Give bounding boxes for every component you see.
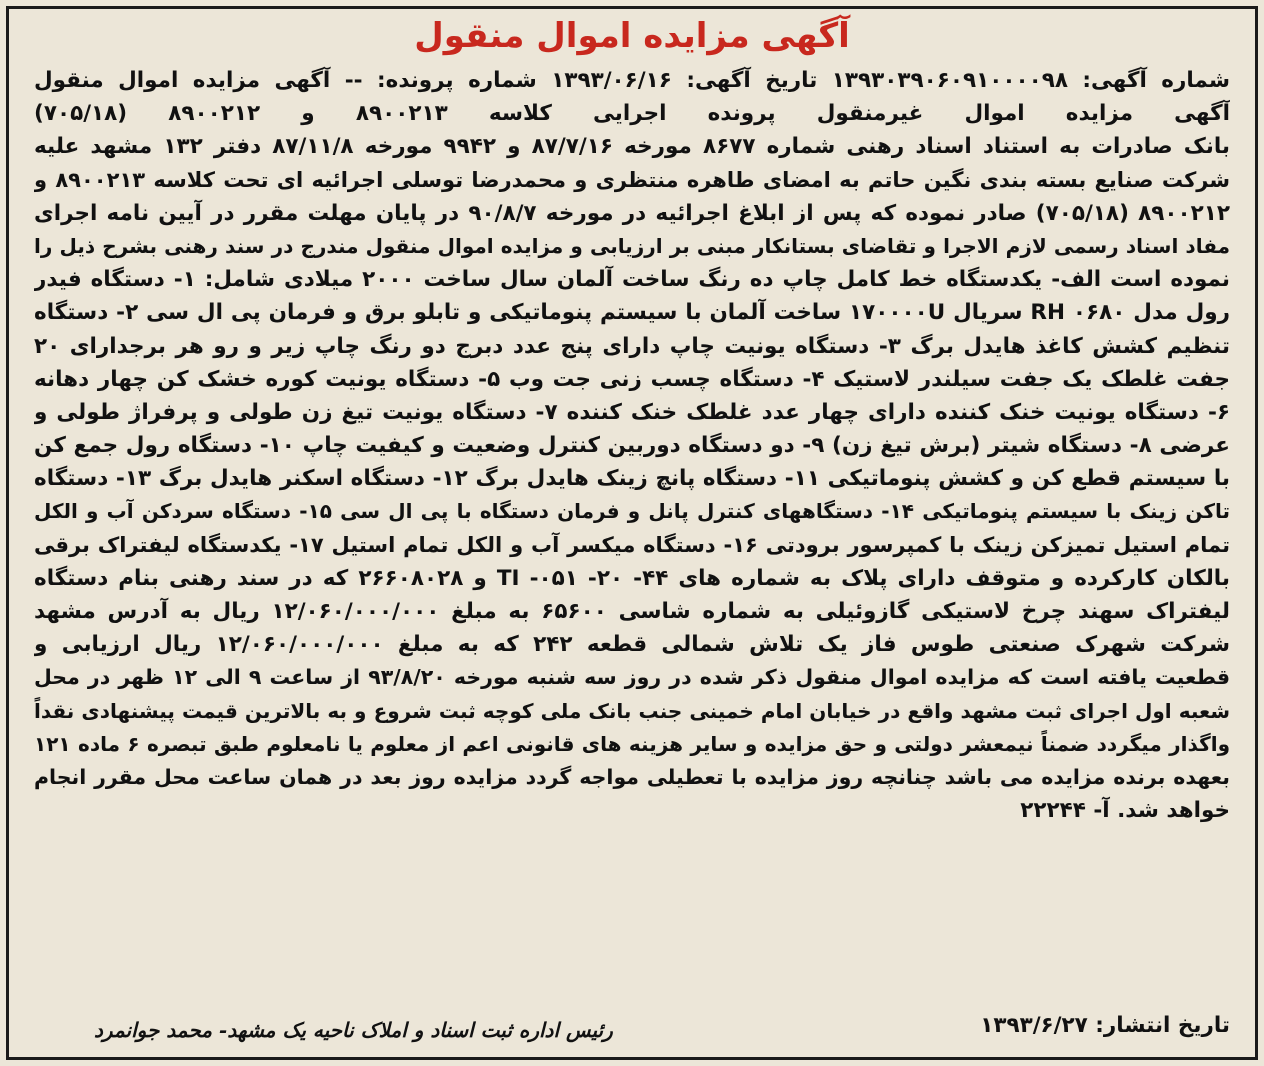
text-line: آگهی مزایده اموال غیرمنقول پرونده اجرایی کلاسه ۸۹۰۰۲۱۳ و ۸۹۰۰۲۱۲ (۷۰۵/۱۸) (34, 101, 1230, 127)
text-line: تاکن زینک با سیستم پنوماتیکی ۱۴- دستگاههای کنترل پانل و فرمان دستگاه با پی ال سی ۱۵- دستگاه سردکن آب و الکل (34, 499, 1230, 524)
text-line: جفت غلطک یک جفت سیلندر لاستیک ۴- دستگاه چسب زنی جت وب ۵- دستگاه یونیت کوره خشک کن چهار دهانه (34, 366, 1230, 392)
text-line: شماره آگهی: ۱۳۹۳۰۳۹۰۶۰۹۱۰۰۰۰۹۸ تاریخ آگهی: ۱۳۹۳/۰۶/۱۶ شماره پرونده: -- آگهی مزایده اموال منقول (34, 68, 1230, 93)
text-line: تمام استیل تمیزکن زینک با کمپرسور برودتی ۱۶- دستگاه میکسر آب و الکل تمام استیل ۱۷- یکدستگاه لیفتراک برقی (34, 532, 1230, 557)
text-line: خواهد شد. آ- ۲۲۲۴۴ (1020, 798, 1230, 824)
text-line: تنظیم کشش کاغذ هایدل برگ ۳- دستگاه یونیت چاپ دارای پنج عدد دبرج دو رنگ چاپ زیر و رو هر برجدارای ۲۰ (34, 333, 1230, 359)
text-line: ۶- دستگاه یونیت خنک کننده دارای چهار عدد غلطک خنک کننده ۷- دستگاه یونیت تیغ زن طولی و پرفراژ طولی و (34, 399, 1230, 425)
text-line: ۸۹۰۰۲۱۲ (۷۰۵/۱۸) صادر نموده که پس از ابلاغ اجرائیه در مورخه ۹۰/۸/۷ در پایان مهلت مقرر در آیین نامه اجرای (34, 200, 1230, 226)
text-line: مفاد اسناد رسمی لازم الاجرا و تقاضای بستانکار مبنی بر ارزیابی و مزایده اموال منقول مندرج در سند رهنی بشرح ذیل را (34, 233, 1230, 258)
text-line: واگذار میگردد ضمناً نیمعشر دولتی و حق مزایده و سایر هزینه های قانونی اعم از معلوم یا نامعلوم طبق تبصره ۶ ماده ۱۲۱ (34, 731, 1230, 756)
text-line: قطعیت یافته است که مزایده اموال منقول ذکر شده در روز سه شنبه مورخه ۹۳/۸/۲۰ از ساعت ۹ الی ۱۲ ظهر در محل (34, 665, 1230, 690)
signature: رئیس اداره ثبت اسناد و املاک ناحیه یک مشهد- محمد جوانمرد (94, 1018, 613, 1042)
text-line: لیفتراک سهند چرخ لاستیکی گازوئیلی به شماره شاسی ۶۵۶۰۰ به مبلغ ۱۲/۰۶۰/۰۰۰/۰۰۰ ریال به آدرس مشهد (34, 599, 1230, 624)
text-line: شرکت صنایع بسته بندی نگین حاتم به امضای طاهره منتظری و محمدرضا توسلی اجرائیه ای تحت کلاسه ۸۹۰۰۲۱۳ و (34, 167, 1230, 192)
publication-date: تاریخ انتشار: ۱۳۹۳/۶/۲۷ (980, 1013, 1230, 1038)
text-line: بعهده برنده مزایده می باشد چنانچه روز مزایده با تعطیلی مواجه گردد مزایده روز بعد در همان ساعت محل مقرر انجام (34, 764, 1230, 789)
text-line: با سیستم قطع کن و کشش پنوماتیکی ۱۱- دستگاه پانچ زینک هایدل برگ ۱۲- دستگاه اسکنر هایدل برگ ۱۳- دستگاه (34, 466, 1230, 492)
text-line: شرکت شهرک صنعتی طوس فاز یک تلاش شمالی قطعه ۲۴۲ که به مبلغ ۱۲/۰۶۰/۰۰۰/۰۰۰ ریال ارزیابی و (34, 632, 1230, 658)
text-line: بانک صادرات به استناد اسناد رهنی شماره ۸۶۷۷ مورخه ۸۷/۷/۱۶ و ۹۹۴۲ مورخه ۸۷/۱۱/۸ دفتر ۱۳۲ مشهد علیه (34, 134, 1230, 160)
notice-body (34, 64, 1230, 827)
text-line: عرضی ۸- دستگاه شیتر (برش تیغ زن) ۹- دو دستگاه دوربین کنترل وضعیت و کیفیت چاپ ۱۰- دستگاه رول جمع کن (34, 433, 1230, 459)
text-line: بالکان کارکرده و متوقف دارای پلاک به شماره های ۴۴- ۲۰- ۰۵۱- TI و ۲۶۶۰۸۰۲۸ که در سند رهنی بنام دستگاه (34, 565, 1230, 591)
text-line: شعبه اول اجرای ثبت مشهد واقع در خیابان امام خمینی جنب بانک ملی کوچه ثبت شروع و به بالاترین قیمت پیشنهادی نقداً (34, 698, 1230, 723)
text-line: نموده است الف- یکدستگاه خط کامل چاپ ده رنگ ساخت آلمان سال ساخت ۲۰۰۰ میلادی شامل: ۱- دستگاه فیدر (34, 267, 1230, 293)
notice-title: آگهی مزایده اموال منقول (414, 16, 850, 56)
notice-footer (34, 1006, 1230, 1046)
text-line: رول مدل RH ۰۶۸۰ سریال ۱۷۰۰۰۰U ساخت آلمان با سیستم پنوماتیکی و تابلو برق و فرمان پی ال سی ۲- دستگاه (34, 300, 1230, 326)
